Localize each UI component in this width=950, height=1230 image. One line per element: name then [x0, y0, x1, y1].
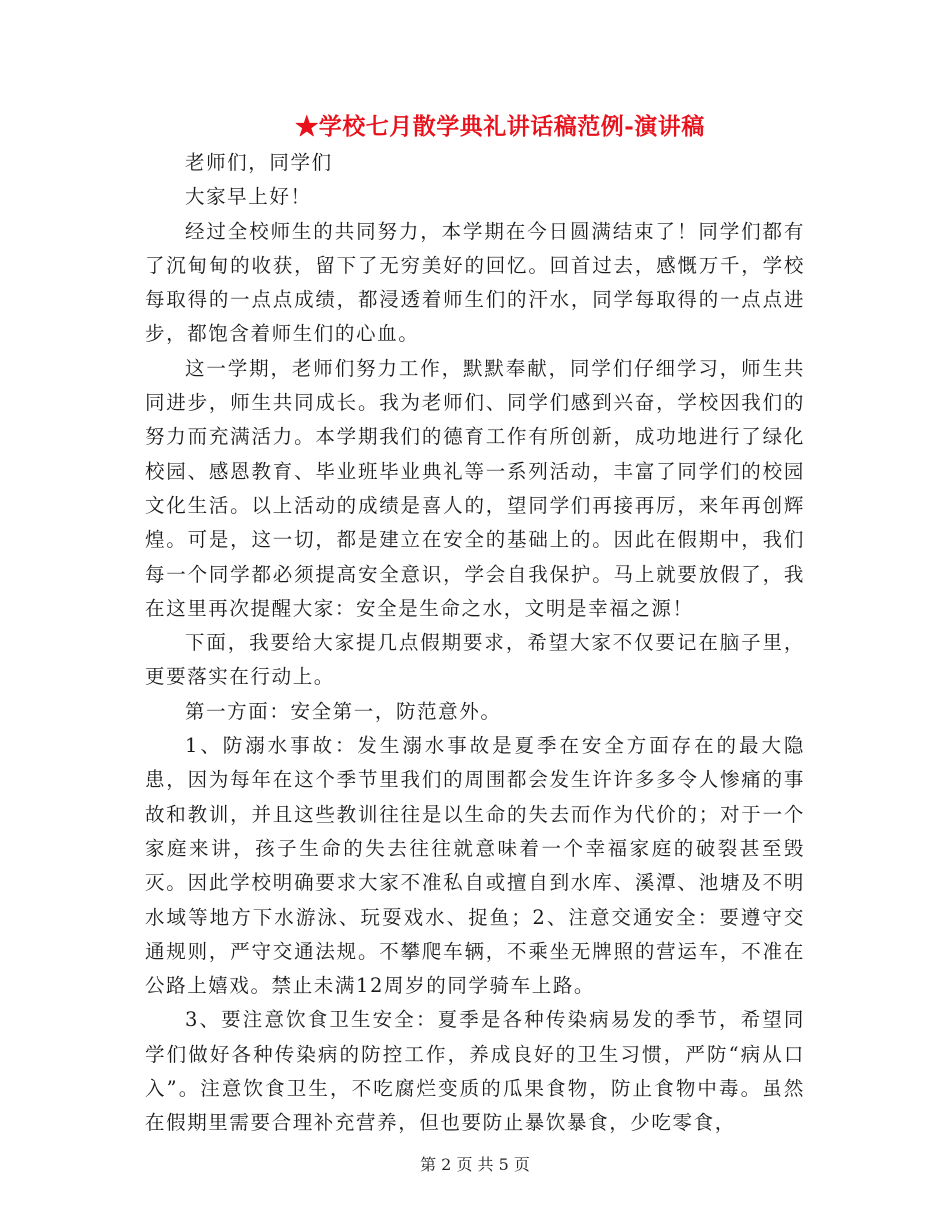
document-body [145, 146, 805, 1141]
page-number-middle: 页 共 [456, 1155, 494, 1174]
paragraph-semester-summary: 经过全校师生的共同努力，本学期在今日圆满结束了！同学们都有了沉甸甸的收获，留下了无穷美好的回忆。回首过去，感慨万千，学校每取得的一点点成绩，都浸透着师生们的汗水，同学每取得的一点点进步，都饱含着师生们的心血。 [145, 219, 805, 346]
paragraph-salutation: 老师们，同学们 [184, 151, 333, 174]
total-page-count: 5 [498, 1155, 509, 1174]
current-page-number: 2 [441, 1155, 452, 1174]
page-footer [0, 1154, 950, 1176]
page-number-suffix: 页 [513, 1155, 530, 1174]
paragraph-holiday-requirements-intro: 下面，我要给大家提几点假期要求，希望大家不仅要记在脑子里，更要落实在行动上。 [145, 631, 805, 689]
paragraph-greeting: 大家早上好！ [184, 185, 312, 209]
paragraph-food-safety: 3、要注意饮食卫生安全：夏季是各种传染病易发的季节，希望同学们做好各种传染病的防控工作，养成良好的卫生习惯，严防“病从口入”。注意饮食卫生，不吃腐烂变质的瓜果食物，防止食物中毒。虽然在假期里需要合理补充营养，但也要防止暴饮暴食，少吃零食， [145, 1008, 805, 1135]
document-title: ★学校七月散学典礼讲话稿范例-演讲稿 [295, 113, 705, 140]
page-number-prefix: 第 [420, 1155, 437, 1174]
paragraph-section-one-heading: 第一方面：安全第一，防范意外。 [184, 699, 502, 723]
paragraph-drowning-and-traffic: 1、防溺水事故：发生溺水事故是夏季在安全方面存在的最大隐患，因为每年在这个季节里我们的周围都会发生许许多多令人惨痛的事故和教训，并且这些教训往往是以生命的失去而作为代价的；对于一个家庭来讲，孩子生命的失去往往就意味着一个幸福家庭的破裂甚至毁灭。因此学校明确要求大家不准私自或擅自到水库、溪潭、池塘及不明水域等地方下水游泳、玩耍戏水、捉鱼；2、注意交通安全：要遵守交通规则，严守交通法规。不攀爬车辆，不乘坐无牌照的营运车，不准在公路上嬉戏。禁止未满12周岁的同学骑车上路。 [145, 734, 805, 998]
paragraph-semester-review: 这一学期，老师们努力工作，默默奉献，同学们仔细学习，师生共同进步，师生共同成长。我为老师们、同学们感到兴奋，学校因我们的努力而充满活力。本学期我们的德育工作有所创新，成功地进行了绿化校园、感恩教育、毕业班毕业典礼等一系列活动，丰富了同学们的校园文化生活。以上活动的成绩是喜人的，望同学们再接再厉，来年再创辉煌。可是，这一切，都是建立在安全的基础上的。因此在假期中，我们每一个同学都必须提高安全意识，学会自我保护。马上就要放假了，我在这里再次提醒大家：安全是生命之水，文明是幸福之源！ [145, 356, 805, 620]
